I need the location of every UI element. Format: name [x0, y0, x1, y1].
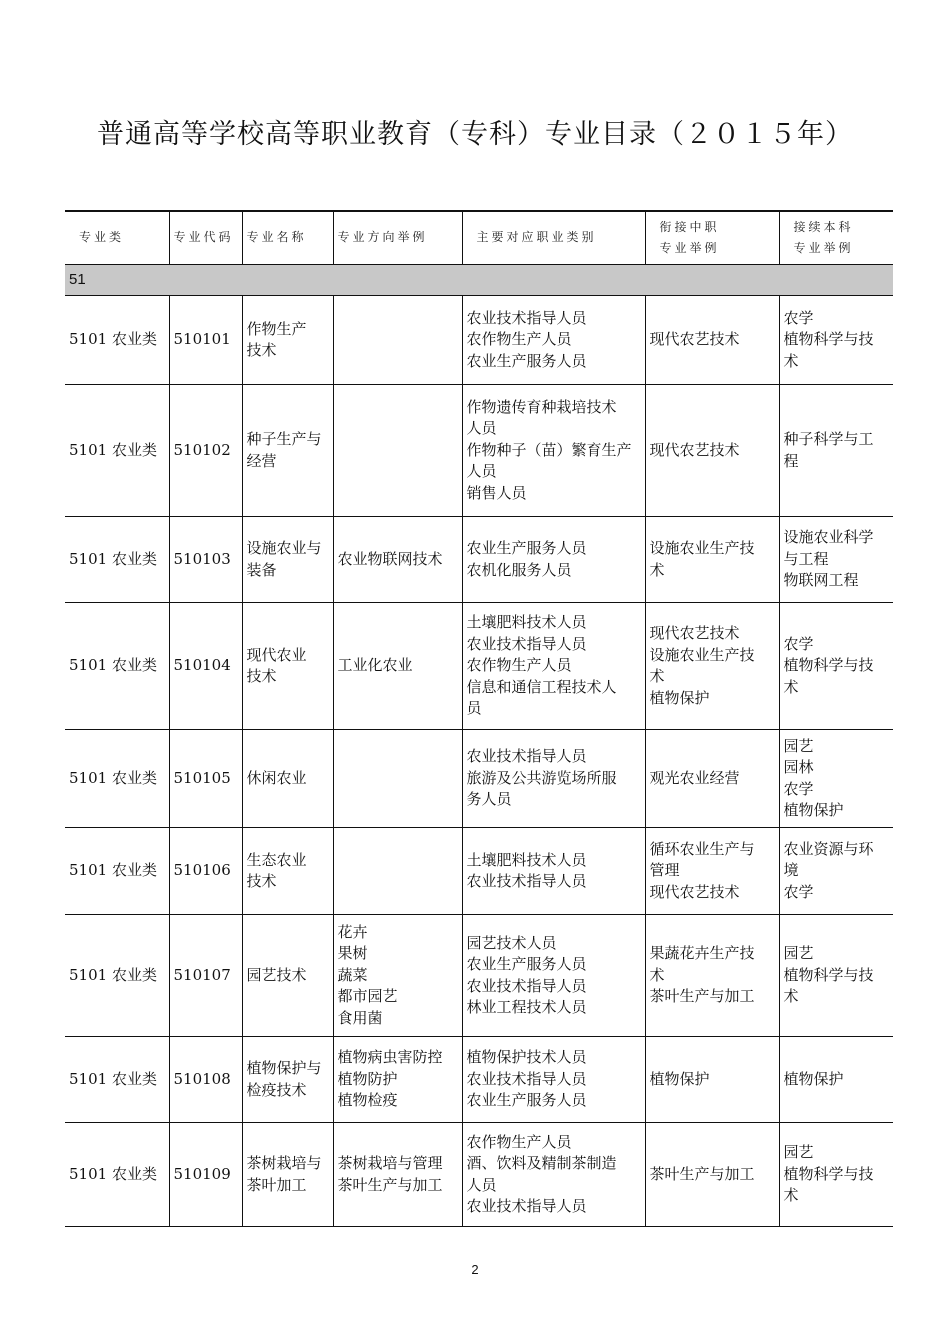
cell-bachelor-major-line: 农学 — [783, 779, 814, 798]
cell-occupation-line: 作物种子（苗）繁育生产 — [466, 440, 632, 459]
page-title: 普通高等学校高等职业教育（专科）专业目录（２０１５年） — [97, 119, 853, 150]
cell-direction — [333, 517, 462, 603]
cell-secondary-major-line: 术 — [649, 560, 665, 579]
cell-secondary-major-line: 茶叶生产与加工 — [649, 1164, 755, 1183]
cell-bachelor-major-line: 术 — [783, 1186, 799, 1205]
cell-code: 510103 — [169, 517, 242, 603]
cell-major-name — [242, 1037, 333, 1123]
cell-secondary-major-line: 观光农业经营 — [649, 768, 740, 787]
cell-occupation — [462, 915, 645, 1037]
cell-major-name — [242, 296, 333, 385]
cell-occupation-line: 农业生产服务人员 — [466, 351, 587, 370]
cell-bachelor-major — [779, 1123, 893, 1227]
cell-major-name — [242, 730, 333, 828]
cell-secondary-major-line: 植物保护 — [649, 688, 710, 707]
cell-occupation-line: 销售人员 — [466, 483, 527, 502]
cell-bachelor-major — [779, 517, 893, 603]
cell-direction — [333, 915, 462, 1037]
cell-major-name-line: 种子生产与 — [246, 430, 322, 448]
cell-major-name — [242, 385, 333, 517]
cell-major-name-line: 茶树栽培与 — [246, 1154, 322, 1172]
cell-occupation-line: 酒、饮料及精制茶制造 — [466, 1154, 617, 1172]
table-row — [65, 296, 893, 385]
header-occupation: 主要对应职业类别 — [462, 211, 645, 265]
cell-occupation — [462, 603, 645, 730]
cell-occupation-line: 园艺技术人员 — [466, 933, 557, 952]
cell-secondary-major-line: 现代农艺技术 — [649, 624, 740, 642]
cell-bachelor-major-line: 植物科学与技 — [783, 656, 874, 675]
cell-bachelor-major-line: 农学 — [783, 634, 814, 653]
cell-code: 510104 — [169, 603, 242, 730]
cell-category: 5101 农业类 — [65, 1123, 169, 1227]
cell-code: 510101 — [169, 296, 242, 385]
cell-category: 5101 农业类 — [65, 828, 169, 915]
cell-code: 510107 — [169, 915, 242, 1037]
table-header-row — [65, 211, 893, 265]
cell-major-name-line: 装备 — [246, 560, 277, 579]
cell-occupation-line: 林业工程技术人员 — [466, 998, 587, 1016]
cell-major-name — [242, 603, 333, 730]
cell-secondary-major-line: 术 — [649, 965, 665, 984]
cell-major-name-line: 作物生产 — [246, 319, 307, 338]
cell-direction — [333, 296, 462, 385]
cell-bachelor-major-line: 植物保护 — [783, 1069, 844, 1088]
cell-secondary-major — [645, 828, 779, 915]
cell-category: 5101 农业类 — [65, 730, 169, 828]
cell-code: 510105 — [169, 730, 242, 828]
cell-code: 510106 — [169, 828, 242, 915]
cell-bachelor-major-line: 园艺 — [783, 1143, 814, 1162]
header-code: 专业代码 — [169, 211, 242, 265]
cell-occupation-line: 农业生产服务人员 — [466, 1091, 587, 1110]
cell-direction — [333, 385, 462, 517]
cell-bachelor-major — [779, 603, 893, 730]
cell-bachelor-major-line: 术 — [783, 351, 799, 370]
cell-bachelor-major-line: 植物科学与技 — [783, 1164, 874, 1183]
cell-occupation-line: 农业技术指导人员 — [466, 308, 587, 327]
cell-major-name — [242, 828, 333, 915]
section-row — [65, 265, 893, 296]
cell-bachelor-major-line: 境 — [783, 861, 799, 880]
cell-direction — [333, 1123, 462, 1227]
cell-occupation-line: 作物遗传育种栽培技术 — [466, 397, 617, 416]
cell-major-name-line: 植物保护与 — [246, 1059, 322, 1077]
cell-major-name — [242, 517, 333, 603]
cell-major-name-line: 休闲农业 — [246, 768, 307, 787]
cell-occupation-line: 农业生产服务人员 — [466, 539, 587, 557]
cell-occupation-line: 农作物生产人员 — [466, 656, 572, 675]
cell-bachelor-major-line: 种子科学与工 — [783, 430, 874, 448]
cell-major-name — [242, 1123, 333, 1227]
cell-secondary-major — [645, 915, 779, 1037]
cell-direction-line: 都市园艺 — [337, 987, 398, 1006]
cell-occupation-line: 旅游及公共游览场所服 — [466, 768, 617, 787]
table-row — [65, 1037, 893, 1123]
cell-secondary-major-line: 植物保护 — [649, 1069, 710, 1088]
cell-occupation-line: 农业技术指导人员 — [466, 1197, 587, 1215]
cell-occupation-line: 植物保护技术人员 — [466, 1048, 587, 1067]
cell-secondary-major-line: 循环农业生产与 — [649, 839, 755, 858]
section-code: 51 — [65, 265, 893, 296]
cell-direction-line: 果树 — [337, 944, 368, 963]
cell-occupation — [462, 1037, 645, 1123]
cell-secondary-major — [645, 517, 779, 603]
cell-bachelor-major-line: 园艺 — [783, 944, 814, 963]
cell-direction — [333, 730, 462, 828]
cell-bachelor-major-line: 术 — [783, 677, 799, 696]
cell-bachelor-major-line: 园艺 — [783, 736, 814, 755]
cell-secondary-major — [645, 1123, 779, 1227]
cell-secondary-major — [645, 603, 779, 730]
cell-secondary-major — [645, 1037, 779, 1123]
cell-secondary-major-line: 设施农业生产技 — [649, 539, 755, 557]
cell-secondary-major-line: 设施农业生产技 — [649, 645, 755, 664]
cell-occupation-line: 信息和通信工程技术人 — [466, 677, 617, 696]
cell-occupation-line: 土壤肥料技术人员 — [466, 850, 587, 869]
cell-occupation-line: 农机化服务人员 — [466, 560, 572, 579]
cell-secondary-major-line: 果蔬花卉生产技 — [649, 944, 755, 963]
header-category: 专业类 — [65, 211, 169, 265]
cell-occupation — [462, 517, 645, 603]
cell-bachelor-major-line: 设施农业科学 — [783, 528, 874, 547]
cell-bachelor-major-line: 农业资源与环 — [783, 839, 874, 858]
cell-major-name-line: 生态农业 — [246, 850, 307, 869]
cell-occupation-line: 农作物生产人员 — [466, 330, 572, 349]
cell-direction-line: 花卉 — [337, 922, 368, 941]
cell-bachelor-major — [779, 730, 893, 828]
cell-occupation — [462, 1123, 645, 1227]
cell-bachelor-major-line: 物联网工程 — [783, 571, 859, 590]
table-row — [65, 517, 893, 603]
cell-bachelor-major — [779, 1037, 893, 1123]
cell-major-name — [242, 915, 333, 1037]
table-row — [65, 915, 893, 1037]
cell-major-name-line: 设施农业与 — [246, 539, 322, 557]
cell-direction-line: 食用菌 — [337, 1008, 383, 1027]
cell-occupation-line: 人员 — [466, 1175, 497, 1194]
cell-secondary-major-line: 现代农艺技术 — [649, 440, 740, 459]
table-row — [65, 730, 893, 828]
cell-code: 510108 — [169, 1037, 242, 1123]
cell-major-name-line: 技术 — [246, 667, 277, 685]
cell-bachelor-major-line: 园林 — [783, 758, 814, 776]
cell-occupation-line: 人员 — [466, 462, 497, 481]
cell-occupation-line: 农作物生产人员 — [466, 1132, 572, 1151]
header-name: 专业名称 — [242, 211, 333, 265]
cell-bachelor-major — [779, 296, 893, 385]
cell-major-name-line: 现代农业 — [246, 645, 307, 664]
cell-direction-line: 工业化农业 — [337, 656, 413, 675]
cell-major-name-line: 技术 — [246, 341, 277, 359]
cell-occupation — [462, 296, 645, 385]
cell-bachelor-major-line: 植物科学与技 — [783, 330, 874, 349]
cell-bachelor-major — [779, 828, 893, 915]
cell-secondary-major-line: 茶叶生产与加工 — [649, 987, 755, 1006]
header-direction: 专业方向举例 — [333, 211, 462, 265]
cell-occupation — [462, 385, 645, 517]
cell-bachelor-major-line: 农学 — [783, 308, 814, 327]
cell-occupation-line: 务人员 — [466, 790, 512, 809]
header-bachelor-line2: 专业举例 — [793, 241, 854, 255]
cell-direction-line: 蔬菜 — [337, 965, 368, 984]
header-secondary-line2: 专业举例 — [659, 241, 720, 255]
cell-direction — [333, 828, 462, 915]
cell-bachelor-major-line: 植物保护 — [783, 801, 844, 819]
cell-major-name-line: 经营 — [246, 451, 277, 470]
cell-bachelor-major-line: 农学 — [783, 882, 814, 901]
cell-direction-line: 植物病虫害防控 — [337, 1048, 443, 1067]
cell-occupation-line: 农业技术指导人员 — [466, 634, 587, 653]
cell-direction-line: 植物防护 — [337, 1069, 398, 1088]
cell-category: 5101 农业类 — [65, 1037, 169, 1123]
cell-bachelor-major-line: 程 — [783, 451, 799, 470]
header-bachelor-line1: 接续本科 — [793, 219, 854, 234]
cell-direction-line: 茶树栽培与管理 — [337, 1154, 443, 1172]
cell-occupation-line: 农业技术指导人员 — [466, 976, 587, 995]
header-secondary-line1: 衔接中职 — [659, 219, 720, 234]
cell-category: 5101 农业类 — [65, 517, 169, 603]
cell-major-name-line: 园艺技术 — [246, 965, 307, 984]
header-secondary — [645, 211, 779, 265]
header-bachelor — [779, 211, 893, 265]
major-catalog-table — [65, 210, 893, 1227]
cell-code: 510109 — [169, 1123, 242, 1227]
cell-code: 510102 — [169, 385, 242, 517]
cell-occupation-line: 农业技术指导人员 — [466, 872, 587, 890]
cell-occupation-line: 农业技术指导人员 — [466, 1069, 587, 1088]
cell-direction — [333, 1037, 462, 1123]
cell-direction-line: 植物检疫 — [337, 1091, 398, 1110]
cell-bachelor-major — [779, 915, 893, 1037]
cell-bachelor-major-line: 与工程 — [783, 549, 829, 568]
cell-major-name-line: 茶叶加工 — [246, 1175, 307, 1194]
cell-secondary-major-line: 现代农艺技术 — [649, 882, 740, 901]
table-row — [65, 1123, 893, 1227]
cell-category: 5101 农业类 — [65, 296, 169, 385]
cell-occupation — [462, 828, 645, 915]
table-row — [65, 385, 893, 517]
cell-direction-line: 茶叶生产与加工 — [337, 1175, 443, 1194]
cell-secondary-major — [645, 385, 779, 517]
table-row — [65, 828, 893, 915]
cell-bachelor-major-line: 植物科学与技 — [783, 965, 874, 984]
cell-direction-line: 农业物联网技术 — [337, 549, 443, 568]
cell-occupation-line: 人员 — [466, 419, 497, 438]
table-row — [65, 603, 893, 730]
cell-category: 5101 农业类 — [65, 915, 169, 1037]
cell-secondary-major — [645, 296, 779, 385]
cell-secondary-major-line: 管理 — [649, 861, 680, 880]
cell-secondary-major — [645, 730, 779, 828]
cell-category: 5101 农业类 — [65, 603, 169, 730]
cell-occupation — [462, 730, 645, 828]
cell-occupation-line: 员 — [466, 699, 482, 718]
cell-bachelor-major-line: 术 — [783, 987, 799, 1006]
cell-major-name-line: 检疫技术 — [246, 1080, 307, 1099]
cell-occupation-line: 农业技术指导人员 — [466, 747, 587, 766]
cell-major-name-line: 技术 — [246, 872, 277, 890]
cell-occupation-line: 农业生产服务人员 — [466, 955, 587, 973]
cell-direction — [333, 603, 462, 730]
page-number: 2 — [471, 1262, 479, 1277]
cell-occupation-line: 土壤肥料技术人员 — [466, 613, 587, 632]
cell-bachelor-major — [779, 385, 893, 517]
cell-secondary-major-line: 术 — [649, 667, 665, 685]
cell-secondary-major-line: 现代农艺技术 — [649, 330, 740, 349]
cell-category: 5101 农业类 — [65, 385, 169, 517]
